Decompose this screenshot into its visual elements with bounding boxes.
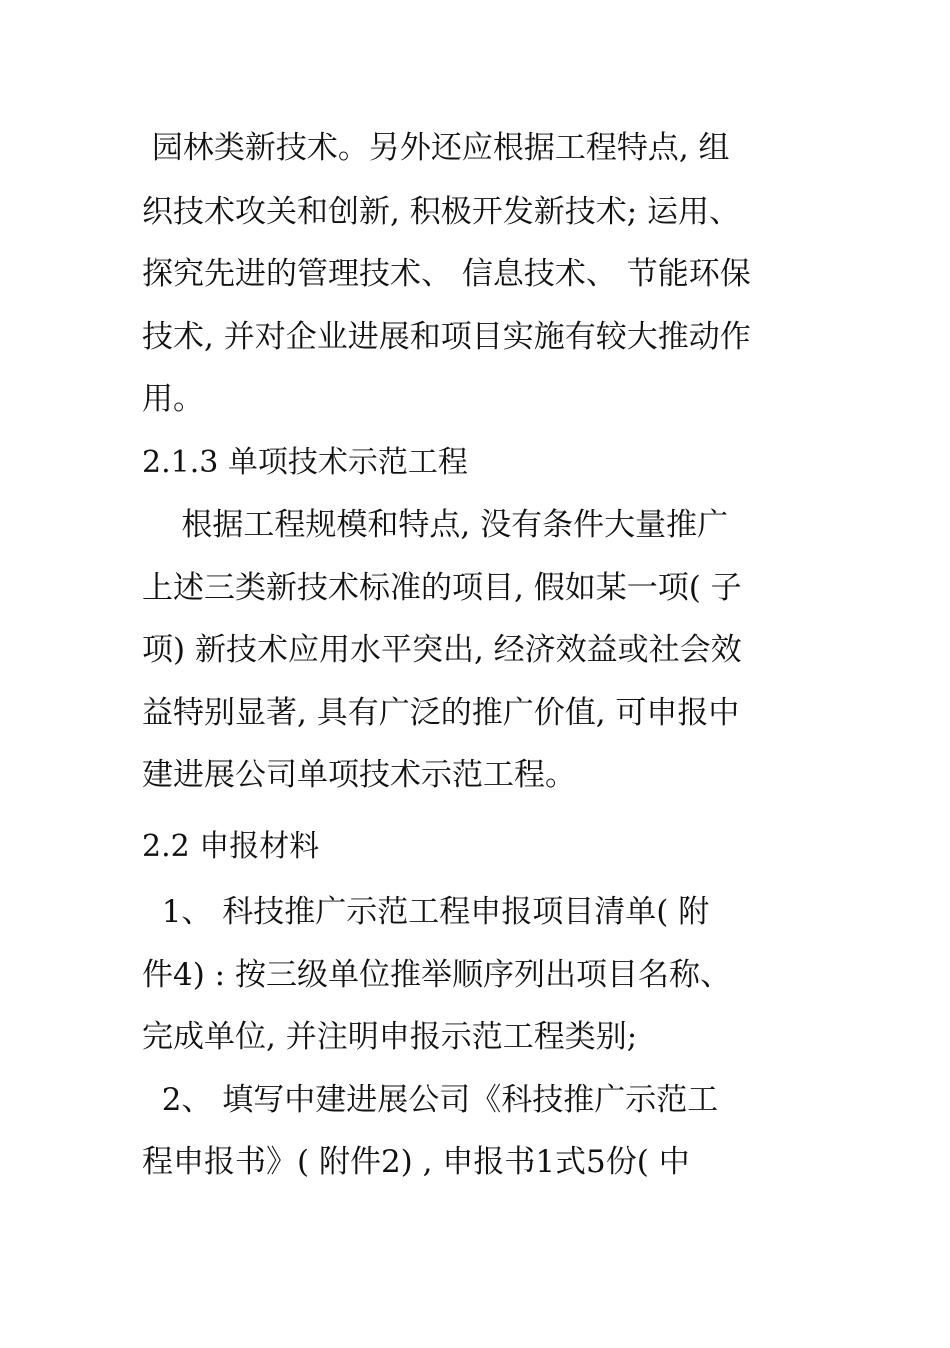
paragraph-line: 探究先进的管理技术、 信息技术、 节能环保 [142, 256, 751, 292]
paragraph-line: 技术, 并对企业进展和项目实施有较大推动作 [142, 319, 751, 355]
list-item-line: 2、 填写中建进展公司《科技推广示范工 [142, 1082, 719, 1118]
paragraph-line: 建进展公司单项技术示范工程。 [142, 757, 576, 793]
paragraph-line: 根据工程规模和特点, 没有条件大量推广 [142, 507, 729, 543]
list-item-line: 完成单位, 并注明申报示范工程类别; [142, 1019, 638, 1055]
paragraph-line: 织技术攻关和创新, 积极开发新技术; 运用、 [142, 194, 741, 230]
list-item-line: 1、 科技推广示范工程申报项目清单( 附 [142, 894, 710, 930]
paragraph-line: 益特别显著, 具有广泛的推广价值, 可申报中 [142, 695, 740, 731]
paragraph-line: 园林类新技术。另外还应根据工程特点, 组 [142, 130, 730, 166]
list-item-line: 程申报书》( 附件2) , 申报书1式5份( 中 [142, 1144, 690, 1180]
paragraph-line: 项) 新技术应用水平突出, 经济效益或社会效 [142, 632, 742, 668]
paragraph-line: 用。 [142, 381, 204, 417]
section-heading: 2.1.3 单项技术示范工程 [142, 445, 468, 480]
paragraph-line: 上述三类新技术标准的项目, 假如某一项( 子 [142, 570, 742, 606]
list-item-line: 件4) : 按三级单位推举顺序列出项目名称、 [142, 957, 731, 993]
section-heading: 2.2 申报材料 [142, 829, 320, 864]
